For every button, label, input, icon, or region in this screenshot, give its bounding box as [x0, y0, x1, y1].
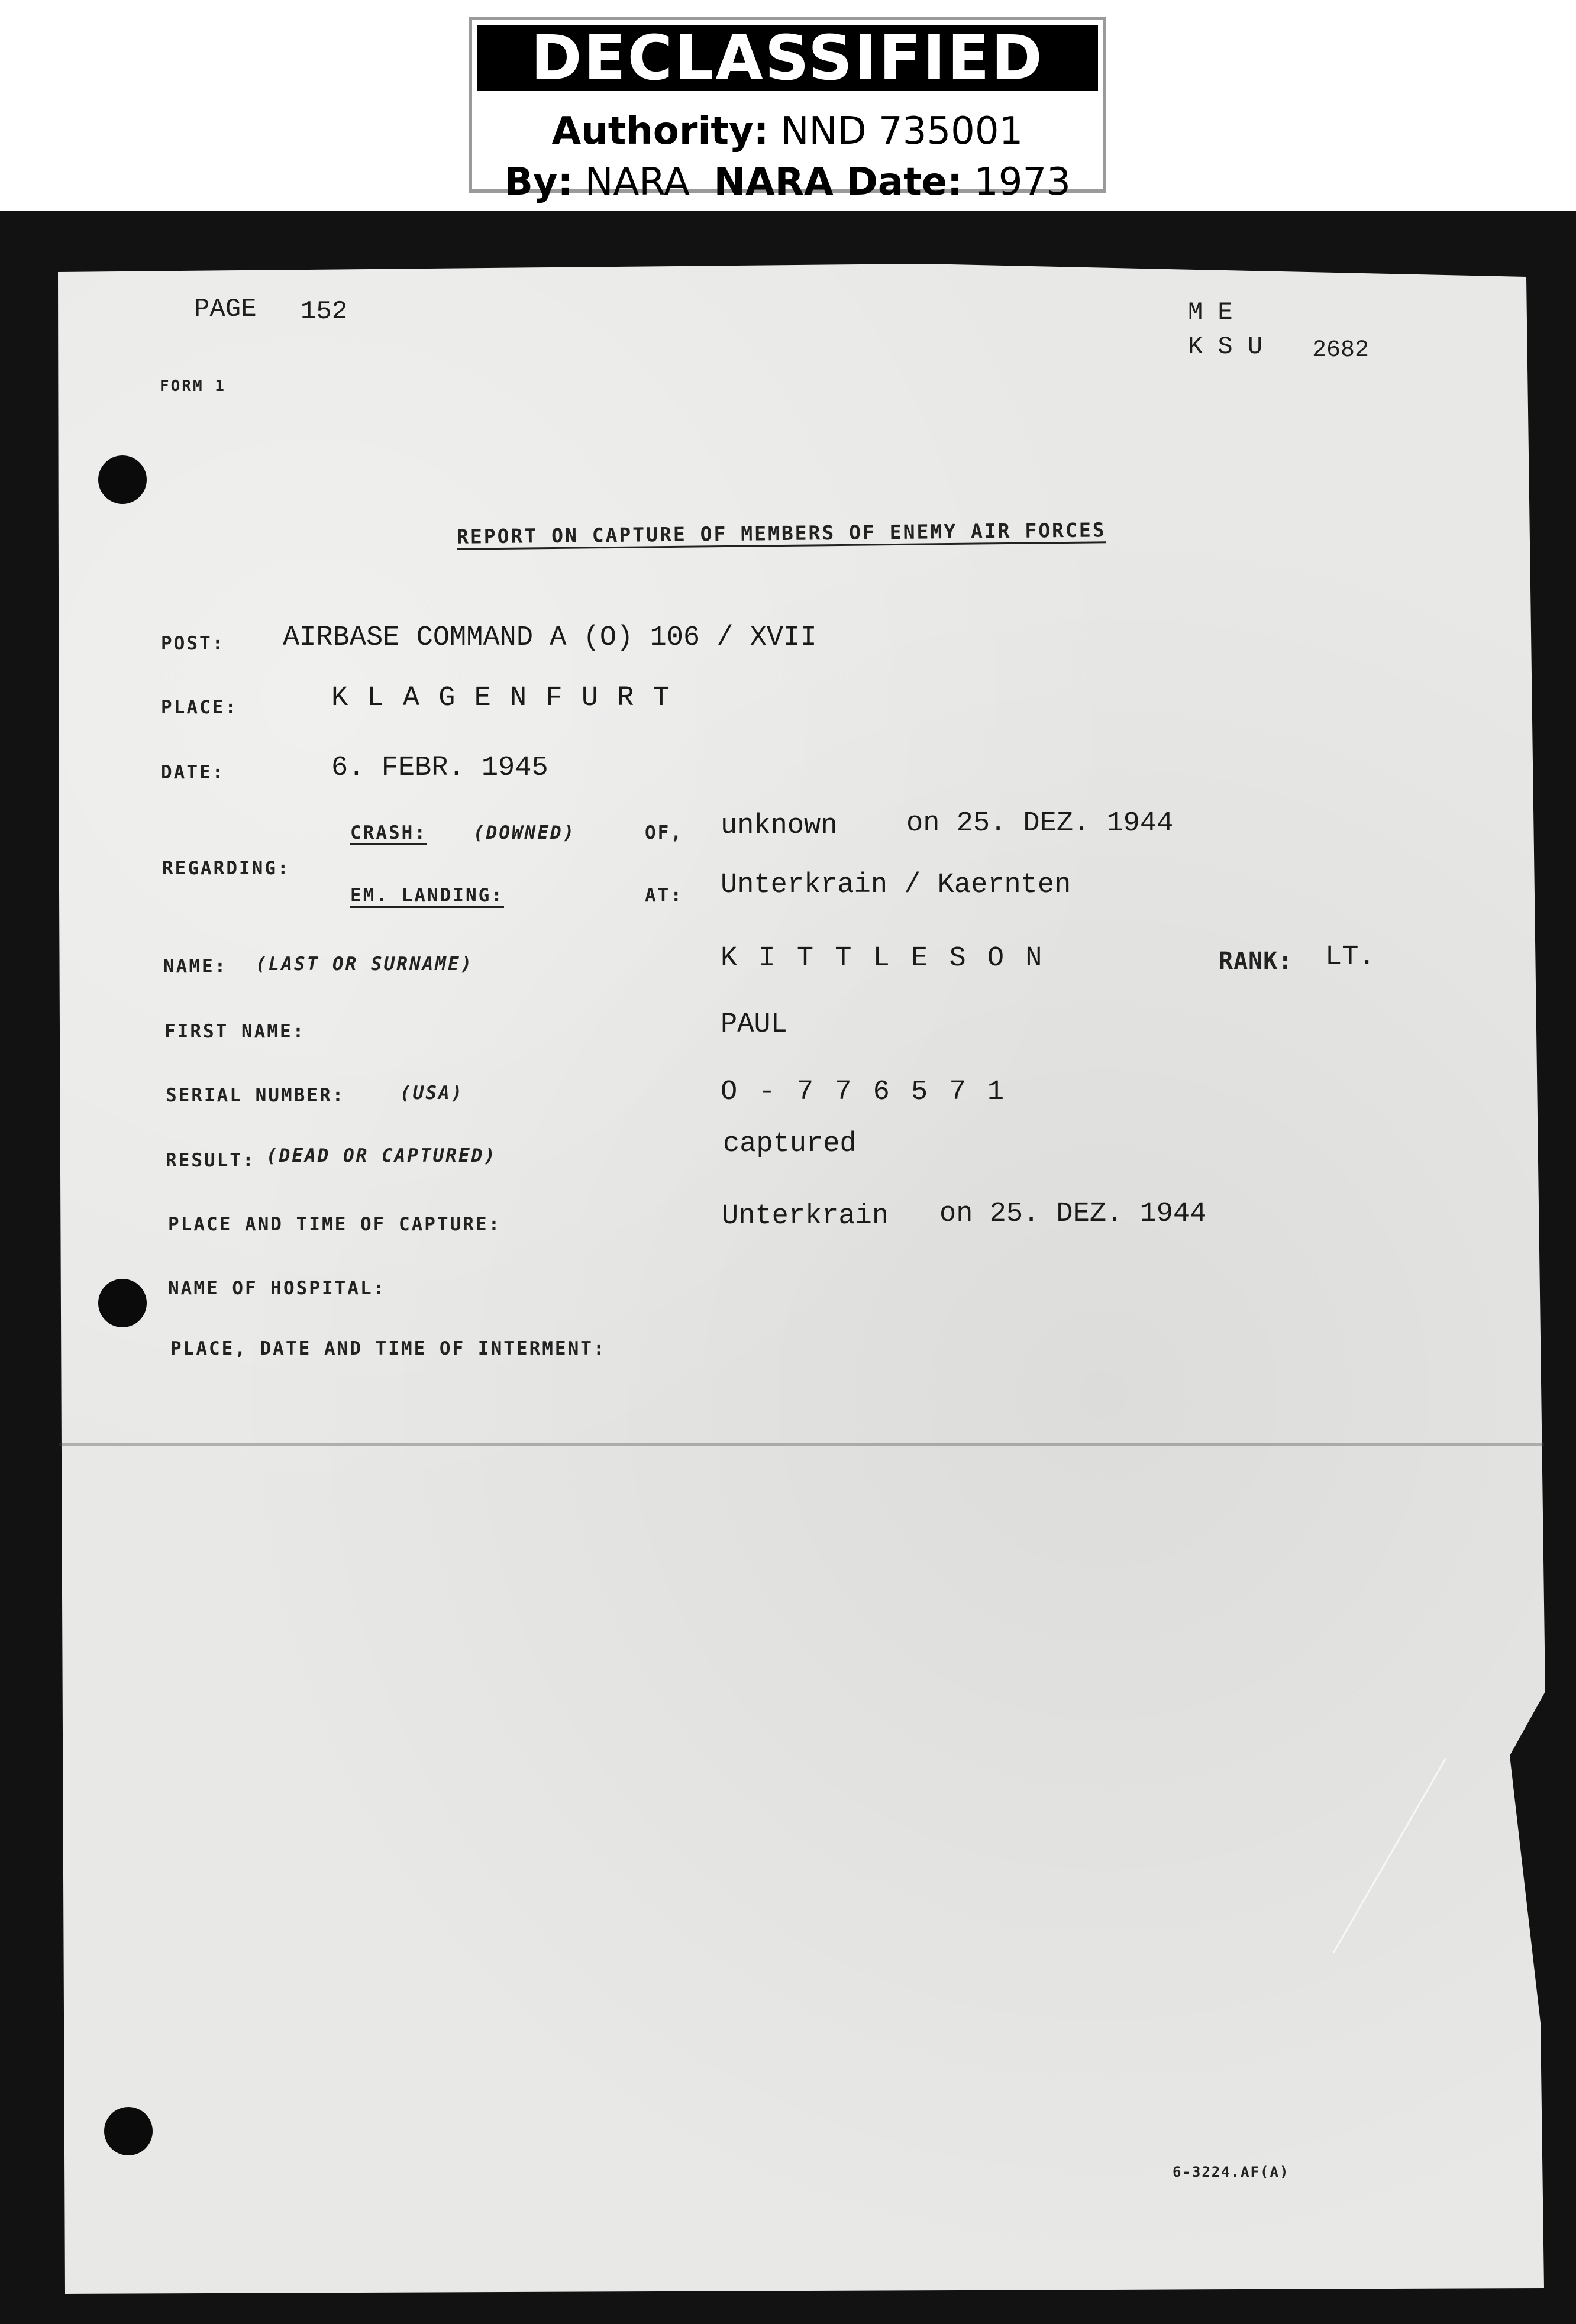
first-name-value: PAUL	[721, 1009, 787, 1040]
stamp-date-label: NARA Date:	[713, 160, 963, 204]
serial-hint: (USA)	[400, 1082, 464, 1104]
interment-label: PLACE, DATE AND TIME OF INTERMENT:	[170, 1338, 606, 1359]
crash-value: unknown	[721, 810, 838, 842]
paper-fold	[59, 1443, 1544, 1446]
landing-value: Unterkrain / Kaernten	[721, 870, 1071, 901]
document-title: REPORT ON CAPTURE OF MEMBERS OF ENEMY AIR FORCES	[456, 518, 1106, 548]
stamp-authority-line	[472, 108, 1103, 155]
at-label: AT:	[645, 885, 683, 906]
result-value: captured	[723, 1129, 857, 1160]
stamp-date-value: 1973	[974, 160, 1071, 204]
declassified-stamp	[469, 17, 1106, 204]
serial-value: O - 7 7 6 5 7 1	[721, 1077, 1007, 1108]
crash-label: CRASH:	[350, 822, 427, 843]
punch-hole	[98, 455, 147, 504]
punch-hole	[98, 1279, 147, 1327]
stamp-by-label: By:	[504, 160, 573, 204]
place-value: K L A G E N F U R T	[331, 683, 671, 714]
name-hint: (LAST OR SURNAME)	[256, 953, 474, 975]
code-number: 2682	[1312, 337, 1370, 364]
place-label: PLACE:	[161, 697, 238, 718]
date-label: DATE:	[161, 762, 225, 783]
post-label: POST:	[161, 633, 225, 654]
page-number: 152	[301, 297, 348, 327]
post-value: AIRBASE COMMAND A (O) 106 / XVII	[283, 622, 817, 654]
code-line-1: M E	[1188, 298, 1233, 327]
stamp-by-value: NARA	[584, 160, 690, 204]
downed-label: (DOWNED)	[473, 822, 576, 843]
name-label: NAME:	[163, 956, 228, 977]
capture-label: PLACE AND TIME OF CAPTURE:	[168, 1214, 502, 1235]
rank-label: RANK:	[1219, 948, 1293, 975]
punch-hole	[104, 2107, 153, 2155]
capture-date: on 25. DEZ. 1944	[939, 1198, 1207, 1230]
regarding-label: REGARDING:	[162, 858, 290, 879]
stamp-title: DECLASSIFIED	[477, 25, 1098, 91]
of-label: OF,	[645, 822, 683, 843]
capture-place: Unterkrain	[722, 1201, 889, 1232]
footer-form-code: 6-3224.AF(A)	[1173, 2164, 1290, 2180]
result-hint: (DEAD OR CAPTURED)	[266, 1145, 497, 1166]
page-label: PAGE	[194, 295, 257, 324]
date-value: 6. FEBR. 1945	[331, 752, 548, 784]
stamp-authority-value: NND 735001	[780, 109, 1023, 153]
crash-date: on 25. DEZ. 1944	[906, 808, 1174, 839]
stamp-authority-label: Authority:	[551, 109, 769, 153]
name-value: K I T T L E S O N	[721, 943, 1045, 974]
rank-value: LT.	[1325, 942, 1375, 973]
first-name-label: FIRST NAME:	[164, 1021, 306, 1042]
em-landing-label: EM. LANDING:	[350, 885, 504, 906]
serial-label: SERIAL NUMBER:	[166, 1085, 345, 1106]
stamp-by-line	[472, 159, 1103, 206]
code-line-2: K S U	[1188, 332, 1263, 361]
hospital-label: NAME OF HOSPITAL:	[168, 1278, 386, 1299]
form-label: FORM 1	[160, 377, 226, 395]
result-label: RESULT:	[166, 1150, 256, 1171]
